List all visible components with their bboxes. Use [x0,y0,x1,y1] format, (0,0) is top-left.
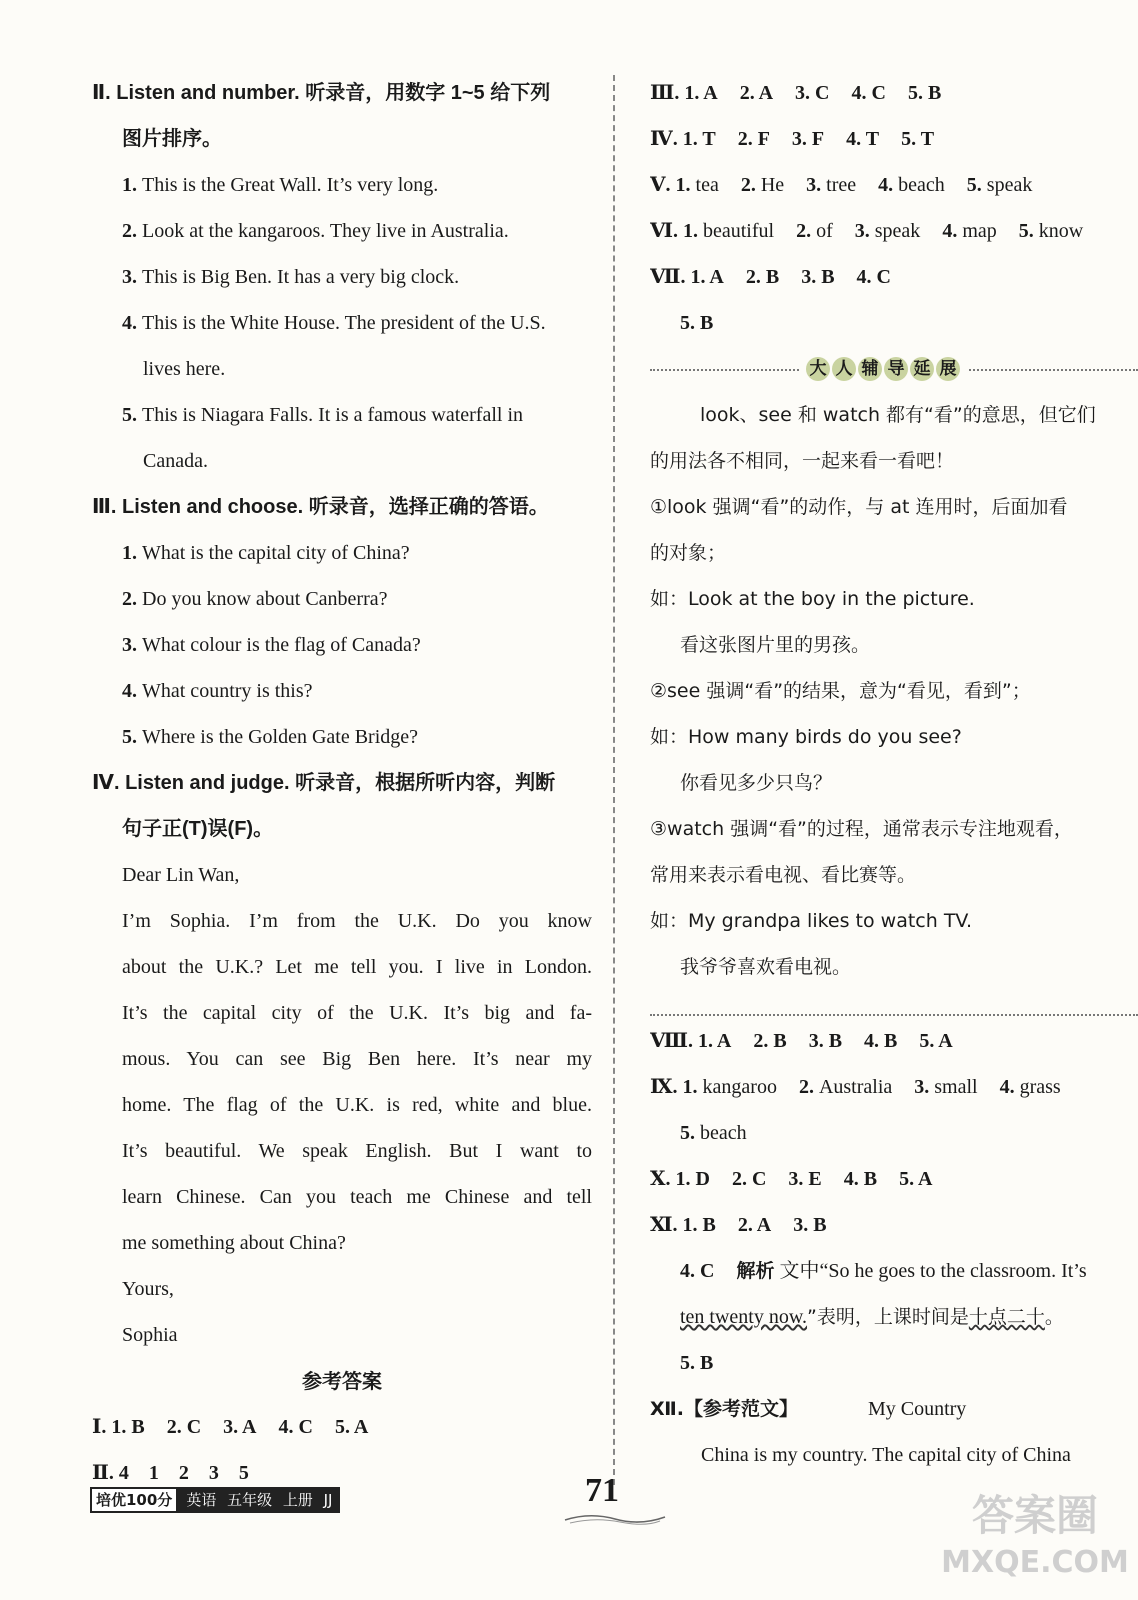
answer-row-7-answer: 3. B [801,266,835,288]
section-2-item-text: lives here. [143,358,226,380]
answer-row-9b-number: 5. [680,1122,700,1144]
letter-body [92,898,592,1220]
answer-row-11b: 5. B [680,1352,714,1374]
section-3-item [92,714,592,760]
section-2-item-text: This is Big Ben. It has a very big clock. [142,266,460,288]
extension-line: 如：How many birds do you see? [650,726,962,748]
answer-row-9-word: Australia [818,1076,893,1098]
answer-row-3-answer: 2. A [739,82,774,104]
page-number: 71 [585,1472,619,1509]
answer-row-6-number: 5. [1018,220,1039,242]
banner-char: 延 [910,357,934,381]
answer-row-11 [650,1202,1138,1248]
section-3-item-number: 5. [122,726,142,748]
answer-row-6 [650,208,1138,254]
answer-row-11-analysis-cont: ten twenty now.”表明，上课时间是十点二十。 [680,1306,1064,1328]
extension-banner-label [800,356,968,382]
banner-char: 人 [832,357,856,381]
section-2-item-number: 5. [122,404,142,426]
extension-line: look、see 和 watch 都有“看”的意思，但它们 [700,404,1096,426]
essay-title: My Country [867,1398,967,1420]
answer-row-3 [650,70,1138,116]
letter-close: Yours, [122,1278,174,1300]
book-info: 英语 五年级 上册 JJ [178,1487,340,1513]
answer-row-12 [650,1386,1138,1432]
letter-line: home. The flag of the U.K. is red, white and blue. [122,1094,592,1116]
banner-char: 展 [936,357,960,381]
section-3-item-number: 2. [122,588,142,610]
section-2-item-number: 3. [122,266,142,288]
section-4-title-cont: 句子正(T)误(F)。 [122,818,274,840]
section-3-item [92,530,592,576]
extension-line: ③watch 强调“看”的过程，通常表示专注地观看， [650,818,1073,840]
section-3-item-number: 3. [122,634,142,656]
answer-row-10-answer: 5. A [899,1168,933,1190]
section-2-item-text: Canada. [143,450,208,472]
watermark-text-1: 答案圈 [971,1491,1099,1540]
section-3-item-number: 1. [122,542,142,564]
answer-row-3-answer: 4. C [851,82,886,104]
answer-heading: 参考答案 [302,1369,382,1393]
answer-row-6-word: of [816,220,833,242]
section-3-item [92,668,592,714]
section-2-item [92,254,592,300]
answer-row-5-number: 4. [878,174,899,196]
section-4-title: Ⅳ. Listen and judge. 听录音，根据所听内容，判断 [92,772,556,794]
letter-line: mous. You can see Big Ben here. It’s near my [122,1048,592,1070]
section-2-item-number: 2. [122,220,142,242]
answer-row-11-answer: Ⅺ. 1. B [650,1214,716,1236]
answer-row-7-answer: 4. C [856,266,891,288]
answer-row-7b: 5. B [680,312,714,334]
answer-row-4-answer: 5. T [901,128,935,150]
extension-banner [650,346,1138,392]
answer-row-1-answer: 2. C [166,1416,202,1438]
section-3-item [92,576,592,622]
answer-row-5-number: 3. [806,174,827,196]
section-3-title: Ⅲ. Listen and choose. 听录音，选择正确的答语。 [92,496,549,518]
extension-end-rule [650,990,1138,1016]
answer-row-11-answer: 2. A [737,1214,772,1236]
section-3-item [92,622,592,668]
extension-line: 你看见多少只鸟？ [680,772,833,794]
section-2-item [92,162,592,208]
answer-row-10-answer: 2. C [731,1168,767,1190]
answer-row-5-word: tree [826,174,857,196]
answer-row-1-answer: 4. C [278,1416,313,1438]
section-2-title: Ⅱ. Listen and number. 听录音，用数字 1~5 给下列 [92,82,551,104]
answer-row-9-word: grass [1019,1076,1061,1098]
answer-row-7 [650,254,1138,300]
answer-row-9b [650,1110,1138,1156]
section-2-item [92,392,592,438]
answer-row-10-answer: 4. B [843,1168,878,1190]
answer-row-5-number: 2. [740,174,761,196]
section-2-items [92,162,592,484]
answer-row-1-answer: Ⅰ. 1. B [92,1416,145,1438]
answer-row-7-answer: 2. B [745,266,780,288]
answer-row-9-number: 3. [914,1076,935,1098]
letter-line: It’s beautiful. We speak English. But I want to [122,1140,592,1162]
answer-row-9-word: kangaroo [702,1076,777,1098]
section-3-item-number: 4. [122,680,142,702]
extension-line: 看这张图片里的男孩。 [680,634,871,656]
essay-first-line: China is my country. The capital city of China [701,1444,1071,1466]
answer-row-6-number: 4. [942,220,963,242]
section-2-item-text: This is the White House. The president of the U.S. [142,312,546,334]
extension-line: 常用来表示看电视、看比赛等。 [650,864,917,886]
answer-row-8-answer: 3. B [808,1030,843,1052]
answer-row-5-number: 5. [966,174,987,196]
section-3-items [92,530,592,760]
answer-row-5 [650,162,1138,208]
extension-line: ①look 强调“看”的动作，与 at 连用时，后面加看 [650,496,1068,518]
section-3-item-text: What colour is the flag of Canada? [142,634,421,656]
section-2-item-number: 4. [122,312,142,334]
watermark-text-2: MXQE.COM [941,1545,1129,1580]
answer-row-4-answer: 4. T [846,128,880,150]
extension-line: 的用法各不相同，一起来看一看吧！ [650,450,955,472]
answer-row-5-word: beach [898,174,945,196]
section-2-title-cont: 图片排序。 [122,128,222,150]
model-essay-label: Ⅻ.【参考范文】 [650,1398,798,1420]
section-2-item [92,346,592,392]
answer-row-3-answer: Ⅲ. 1. A [650,82,718,104]
section-2-item [92,438,592,484]
answer-row-6-number: 2. [796,220,817,242]
answer-row-9b-word: beach [700,1122,747,1144]
answer-row-5-number: Ⅴ. 1. [650,174,696,196]
banner-char: 大 [806,357,830,381]
section-2-item-text: Look at the kangaroos. They live in Australia. [142,220,509,242]
answer-row-8 [650,1018,1138,1064]
letter-greeting: Dear Lin Wan, [122,864,240,886]
answer-row-6-number: Ⅵ. 1. [650,220,703,242]
extension-line: 如：Look at the boy in the picture. [650,588,975,610]
answer-row-6-number: 3. [854,220,875,242]
answer-row-9-number: 2. [798,1076,819,1098]
answer-row-1-answer: 3. A [223,1416,257,1438]
answer-row-8-answer: 2. B [753,1030,787,1052]
right-column [650,70,1138,1478]
extension-line: 我爷爷喜欢看电视。 [680,956,852,978]
section-2-item-text: This is Niagara Falls. It is a famous waterfall in [142,404,524,426]
answer-row-2: Ⅱ. 4 1 2 3 5 [92,1462,249,1484]
answer-row-10-answer: Ⅹ. 1. D [650,1168,710,1190]
section-2-item-text: This is the Great Wall. It’s very long. [142,174,439,196]
section-3-item-text: What is the capital city of China? [142,542,410,564]
answer-row-9-number: 4. [999,1076,1020,1098]
page-number-swoosh [560,1512,670,1526]
answer-row-1 [92,1404,592,1450]
banner-char: 导 [884,357,908,381]
section-2-item [92,300,592,346]
brand-label: 培优100分 [90,1487,178,1513]
answer-row-1-answer: 5. A [334,1416,369,1438]
answer-row-11-analysis: 4. C 解析 文中“So he goes to the classroom. It’s [680,1260,1087,1282]
section-2-item [92,208,592,254]
section-3-item-text: Do you know about Canberra? [142,588,388,610]
extension-line: 如：My grandpa likes to watch TV. [650,910,973,932]
answer-row-3-answer: 3. C [795,82,830,104]
answer-row-10 [650,1156,1138,1202]
banner-char: 辅 [858,357,882,381]
answer-row-6-word: speak [874,220,921,242]
left-column [92,70,592,1496]
answer-row-8-answer: 5. A [919,1030,953,1052]
extension-line: ②see 强调“看”的结果，意为“看见，看到”； [650,680,1031,702]
answer-row-6-word: map [962,220,997,242]
column-divider [613,75,615,1485]
answer-row-9-number: Ⅸ. 1. [650,1076,703,1098]
answer-row-8-answer: 4. B [864,1030,898,1052]
letter-line: learn Chinese. Can you teach me Chinese and tell [122,1186,592,1208]
watermark-logo [940,1480,1130,1590]
answer-row-9 [650,1064,1138,1110]
letter-last-line: me something about China? [122,1232,346,1254]
section-3-item-text: Where is the Golden Gate Bridge? [142,726,419,748]
answer-row-4-answer: Ⅳ. 1. T [650,128,716,150]
answer-row-11-answer: 3. B [793,1214,827,1236]
analysis-label: 解析 [736,1260,775,1282]
answer-row-5-word: tea [695,174,719,196]
section-2-item-number: 1. [122,174,142,196]
letter-line: I’m Sophia. I’m from the U.K. Do you know [122,910,592,932]
answer-row-4-answer: 2. F [737,128,770,150]
extension-text [650,392,1138,990]
answer-row-6-word: beautiful [703,220,775,242]
section-3-item-text: What country is this? [142,680,313,702]
footer-badge [90,1487,340,1513]
letter-line: It’s the capital city of the U.K. It’s big and fa- [122,1002,592,1024]
answer-row-8-answer: Ⅷ. 1. A [650,1030,732,1052]
letter-signature: Sophia [122,1324,178,1346]
answer-row-7-answer: Ⅶ. 1. A [650,266,724,288]
answer-row-5-word: speak [986,174,1033,196]
extension-line: 的对象； [650,542,727,564]
answer-row-4 [650,116,1138,162]
answer-row-6-word: know [1038,220,1084,242]
answer-row-9-word: small [934,1076,978,1098]
answer-row-3-answer: 5. B [907,82,942,104]
answer-row-4-answer: 3. F [791,128,825,150]
letter-line: about the U.K.? Let me tell you. I live in London. [122,956,592,978]
answer-row-10-answer: 3. E [788,1168,822,1190]
answer-row-5-word: He [760,174,785,196]
